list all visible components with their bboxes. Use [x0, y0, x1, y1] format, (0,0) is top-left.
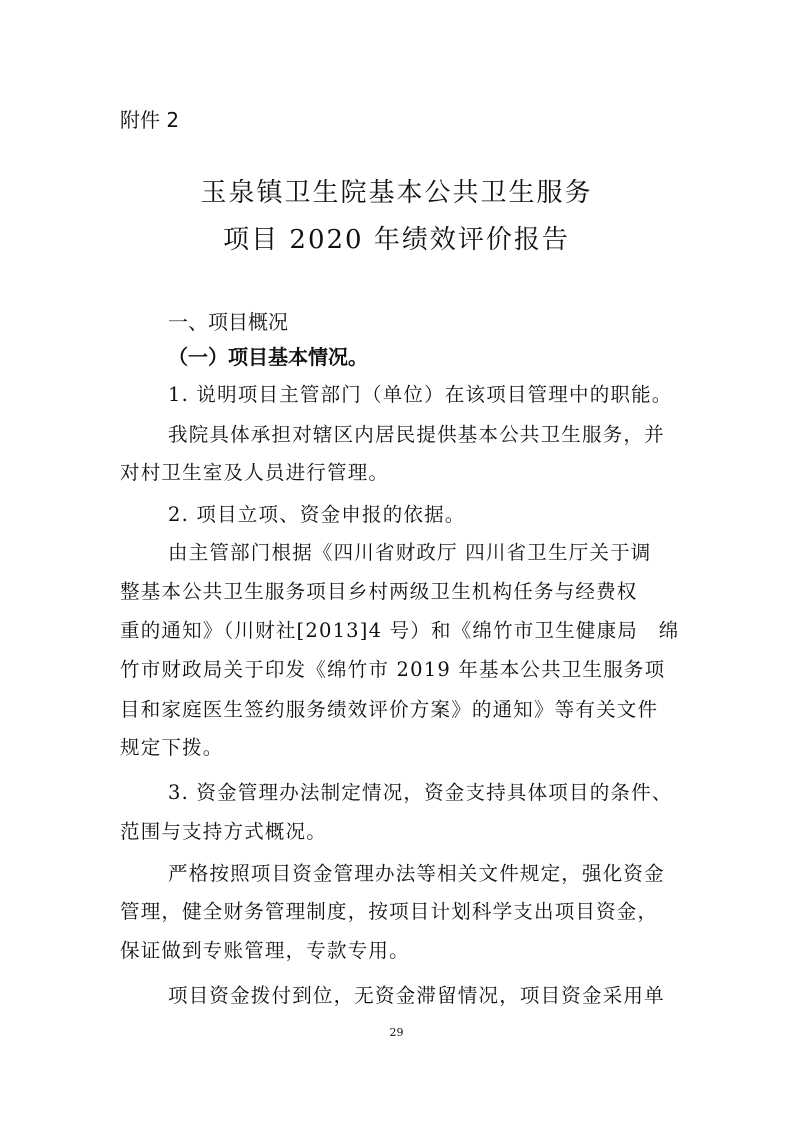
document-title-line-1: 玉泉镇卫生院基本公共卫生服务 — [200, 178, 593, 208]
paragraph-line: 3. 资金管理办法制定情况，资金支持具体项目的条件、 — [168, 781, 673, 804]
paragraph-line: 整基本公共卫生服务项目乡村两级卫生机构任务与经费权 — [120, 580, 638, 603]
section-heading: 一、项目概况 — [168, 310, 288, 334]
paragraph-line: 规定下拨。 — [120, 736, 224, 759]
paragraph-line: 保证做到专账管理，专款专用。 — [120, 939, 410, 962]
paragraph-line: 2. 项目立项、资金申报的依据。 — [168, 503, 466, 526]
paragraph-line: 管理，健全财务管理制度，按项目计划科学支出项目资金， — [120, 900, 659, 923]
document-title-line-2: 项目 2020 年绩效评价报告 — [223, 225, 570, 255]
paragraph-line: 范围与支持方式概况。 — [120, 820, 328, 843]
annex-label: 附件 2 — [120, 108, 180, 132]
paragraph-line: 竹市财政局关于印发《绵竹市 2019 年基本公共卫生服务项 — [120, 658, 666, 681]
page-number: 29 — [389, 1026, 404, 1039]
paragraph-line: 严格按照项目资金管理办法等相关文件规定，强化资金 — [168, 862, 665, 885]
paragraph-line: 项目资金拨付到位，无资金滞留情况，项目资金采用单 — [168, 984, 665, 1007]
paragraph-line: 由主管部门根据《四川省财政厅 四川省卫生厅关于调 — [168, 541, 652, 564]
paragraph-line: 1. 说明项目主管部门（单位）在该项目管理中的职能。 — [168, 383, 673, 406]
paragraph-line: 重的通知》（川财社[2013]4 号）和《绵竹市卫生健康局 绵 — [120, 619, 680, 642]
paragraph-line: 目和家庭医生签约服务绩效评价方案》的通知》等有关文件 — [120, 698, 659, 721]
paragraph-line: 我院具体承担对辖区内居民提供基本公共卫生服务，并 — [168, 423, 665, 446]
paragraph-line: 对村卫生室及人员进行管理。 — [120, 461, 390, 484]
subsection-heading: （一）项目基本情况。 — [168, 345, 368, 369]
